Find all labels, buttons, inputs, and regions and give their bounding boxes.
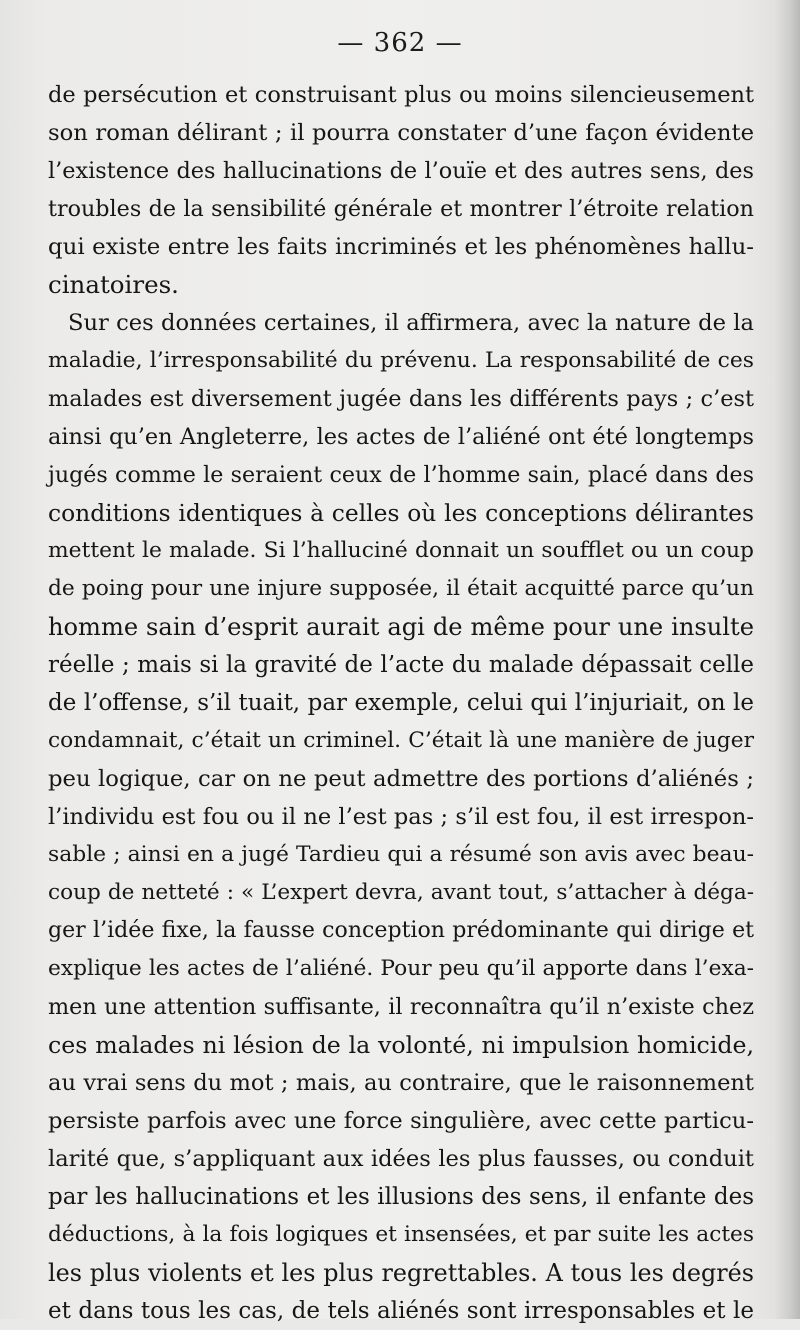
text-line: de l’offense, s’il tuait, par exemple, celui qui l’injuriait, on le xyxy=(48,690,754,716)
text-line: par les hallucinations et les illusions des sens, il enfante des xyxy=(48,1184,754,1210)
text-line: persiste parfois avec une force singulière, avec cette particu- xyxy=(48,1108,754,1134)
text-line: mettent le malade. Si l’halluciné donnait un soufflet ou un coup xyxy=(48,538,754,563)
text-line: peu logique, car on ne peut admettre des portions d’aliénés ; xyxy=(48,766,754,792)
text-line: de poing pour une injure supposée, il était acquitté parce qu’un xyxy=(48,576,754,601)
text-line: men une attention suffisante, il reconnaîtra qu’il n’existe chez xyxy=(48,994,754,1020)
text-line: déductions, à la fois logiques et insensées, et par suite les actes xyxy=(48,1222,754,1247)
page-number: — 362 — xyxy=(337,28,463,58)
text-line: et dans tous les cas, de tels aliénés sont irresponsables et le xyxy=(48,1298,754,1324)
text-line: ger l’idée fixe, la fausse conception prédominante qui dirige et xyxy=(48,918,754,943)
text-line: au vrai sens du mot ; mais, au contraire, que le raisonnement xyxy=(48,1070,754,1096)
text-line: jugés comme le seraient ceux de l’homme sain, placé dans des xyxy=(48,462,754,488)
text-line: homme sain d’esprit aurait agi de même pour une insulte xyxy=(48,613,754,641)
text-line: son roman délirant ; il pourra constater d’une façon évidente xyxy=(48,120,754,146)
page-edge-shadow xyxy=(774,0,800,1319)
text-line: ainsi qu’en Angleterre, les actes de l’aliéné ont été longtemps xyxy=(48,424,754,450)
text-line: conditions identiques à celles où les conceptions délirantes xyxy=(48,499,754,527)
text-line: sable ; ainsi en a jugé Tardieu qui a résumé son avis avec beau- xyxy=(48,842,754,867)
text-line: l’existence des hallucinations de l’ouïe et des autres sens, des xyxy=(48,158,754,184)
text-line: l’individu est fou ou il ne l’est pas ; s’il est fou, il est irrespon- xyxy=(48,804,754,830)
text-line: cinatoires. xyxy=(48,270,179,299)
text-line: explique les actes de l’aliéné. Pour peu qu’il apporte dans l’exa- xyxy=(48,956,754,981)
text-line: malades est diversement jugée dans les différents pays ; c’est xyxy=(48,386,754,412)
text-line: Sur ces données certaines, il affirmera, avec la nature de la xyxy=(68,310,754,336)
text-line: maladie, l’irresponsabilité du prévenu. La responsabilité de ces xyxy=(48,348,754,373)
text-line: réelle ; mais si la gravité de l’acte du malade dépassait celle xyxy=(48,652,754,678)
text-line: larité que, s’appliquant aux idées les plus fausses, ou conduit xyxy=(48,1146,754,1172)
text-line: de persécution et construisant plus ou moins silencieusement xyxy=(48,82,754,108)
text-line: coup de netteté : « L’expert devra, avant tout, s’attacher à déga- xyxy=(48,880,754,905)
text-line: les plus violents et les plus regrettables. A tous les degrés xyxy=(48,1259,754,1287)
body-text xyxy=(48,76,754,1330)
text-line: condamnait, c’était un criminel. C’était là une manière de juger xyxy=(48,728,754,753)
text-line: ces malades ni lésion de la volonté, ni impulsion homicide, xyxy=(48,1031,754,1059)
text-line: troubles de la sensibilité générale et montrer l’étroite relation xyxy=(48,196,754,222)
text-line: qui existe entre les faits incriminés et les phénomènes hallu- xyxy=(48,234,754,260)
